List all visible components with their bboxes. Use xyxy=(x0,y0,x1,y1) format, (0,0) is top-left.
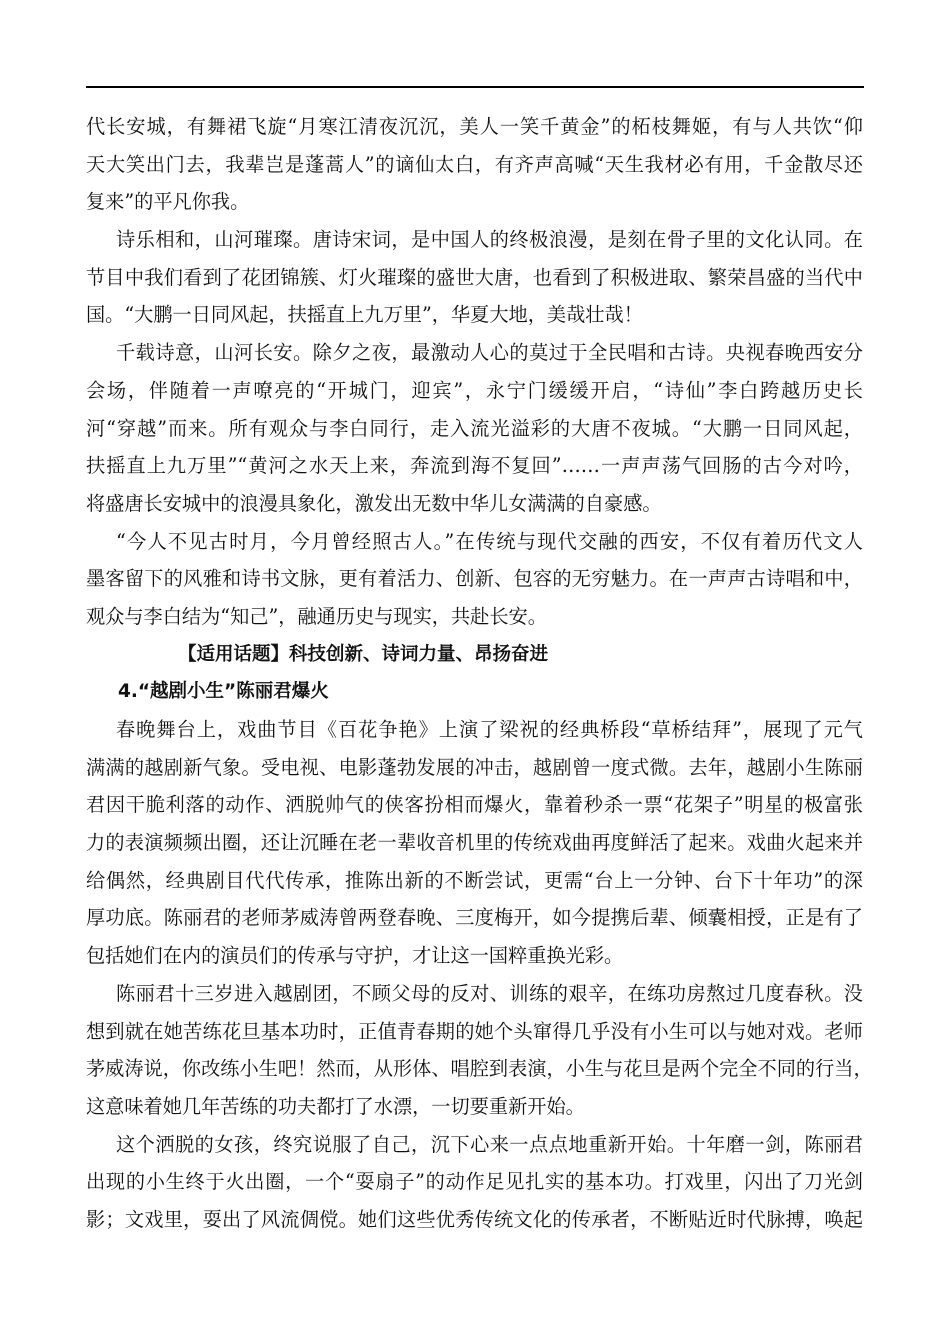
paragraph-line: 这个洒脱的女孩，终究说服了自己，沉下心来一点点地重新开始。十年磨一剑，陈丽君 xyxy=(116,1132,863,1156)
paragraph-line: 河“穿越”而来。所有观众与李白同行，走入流光溢彩的大唐不夜城。“大鹏一日同风起， xyxy=(86,416,863,440)
paragraph-line: 君因干脆利落的动作、洒脱帅气的侠客扮相而爆火，靠着秒杀一票“花架子”明星的极富张 xyxy=(86,793,863,817)
paragraph-line: 观众与李白结为“知己”，融通历史与现实，共赴长安。 xyxy=(86,604,547,628)
paragraph-line: 给偶然，经典剧目代代传承，推陈出新的不断尝试，更需“台上一分钟、台下十年功”的深 xyxy=(86,868,863,892)
paragraph-line: 力的表演频频出圈，还让沉睡在老一辈收音机里的传统戏曲再度鲜活了起来。戏曲火起来并 xyxy=(86,831,863,855)
paragraph-line: 这意味着她几年苦练的功夫都打了水漂，一切要重新开始。 xyxy=(86,1094,585,1118)
paragraph xyxy=(86,711,863,975)
paragraph-line: 春晚舞台上，戏曲节目《百花争艳》上演了梁祝的经典桥段“草桥结拜”，展现了元气 xyxy=(116,718,863,741)
section-yue-opera xyxy=(86,711,873,1239)
paragraph-line: 陈丽君十三岁进入越剧团，不顾父母的反对、训练的艰辛，在练功房熬过几度春秋。没 xyxy=(116,981,863,1005)
paragraph-line: 扶摇直上九万里”“黄河之水天上来，奔流到海不复回”……一声声荡气回肠的古今对吟， xyxy=(86,454,863,478)
section-poetry xyxy=(86,108,863,636)
paragraph-line: “今人不见古时月，今月曾经照古人。”在传统与现代交融的西安，不仅有着历代文人 xyxy=(116,529,863,553)
paragraph-line: 厚功底。陈丽君的老师茅威涛曾两登春晚、三度梅开，如今提携后辈、倾囊相授，正是有了 xyxy=(86,906,863,930)
paragraph-line: 满满的越剧新气象。受电视、电影蓬勃发展的冲击，越剧曾一度式微。去年，越剧小生陈丽 xyxy=(86,755,863,779)
paragraph-line: 将盛唐长安城中的浪漫具象化，激发出无数中华儿女满满的自豪感。 xyxy=(86,491,662,515)
topic-line: 【适用话题】科技创新、诗词力量、昂扬奋进 xyxy=(178,643,549,665)
paragraph-line: 出现的小生终于火出圈，一个“耍扇子”的动作足见扎实的基本功。打戏里，闪出了刀光剑 xyxy=(86,1170,863,1194)
paragraph-line: 代长安城，有舞裙飞旋“月寒江清夜沉沉，美人一笑千黄金”的柘枝舞姬，有与人共饮“仰 xyxy=(86,115,863,138)
paragraph xyxy=(86,108,863,221)
paragraph xyxy=(86,975,873,1126)
paragraph xyxy=(86,1126,863,1239)
paragraph-line: 诗乐相和，山河璀璨。唐诗宋词，是中国人的终极浪漫，是刻在骨子里的文化认同。在 xyxy=(116,228,863,252)
paragraph-line: 包括她们在内的演员们的传承与守护，才让这一国粹重换光彩。 xyxy=(86,944,624,968)
paragraph-line: 会场，伴随着一声嘹亮的“开城门，迎宾”，永宁门缓缓开启，“诗仙”李白跨越历史长 xyxy=(86,378,863,402)
paragraph xyxy=(86,523,863,636)
document-body xyxy=(86,108,873,1239)
paragraph-line: 想到就在她苦练花旦基本功时，正值青春期的她个头窜得几乎没有小生可以与她对戏。老师 xyxy=(86,1019,863,1043)
section-heading: 4.“越剧小生”陈丽君爆火 xyxy=(118,681,329,703)
paragraph-line: 复来”的平凡你我。 xyxy=(86,190,250,214)
paragraph-line: 国。“大鹏一日同风起，扶摇直上九万里”，华夏大地，美哉壮哉！ xyxy=(86,303,643,327)
paragraph-line: 千载诗意，山河长安。除夕之夜，最激动人心的莫过于全民唱和古诗。央视春晚西安分 xyxy=(116,341,863,365)
header-rule xyxy=(86,86,864,88)
paragraph-line: 影；文戏里，耍出了风流倜傥。她们这些优秀传统文化的传承者，不断贴近时代脉搏，唤起 xyxy=(86,1207,863,1231)
paragraph xyxy=(86,221,863,334)
paragraph xyxy=(86,334,863,522)
paragraph-line: 天大笑出门去，我辈岂是蓬蒿人”的谪仙太白，有齐声高喊“天生我材必有用，千金散尽还 xyxy=(86,152,863,176)
paragraph-line: 茅威涛说，你改练小生吧！然而，从形体、唱腔到表演，小生与花旦是两个完全不同的行当， xyxy=(86,1057,873,1081)
paragraph-line: 节目中我们看到了花团锦簇、灯火璀璨的盛世大唐，也看到了积极进取、繁荣昌盛的当代中 xyxy=(86,265,863,289)
paragraph-line: 墨客留下的风雅和诗书文脉，更有着活力、创新、包容的无穷魅力。在一声声古诗唱和中， xyxy=(86,567,863,591)
